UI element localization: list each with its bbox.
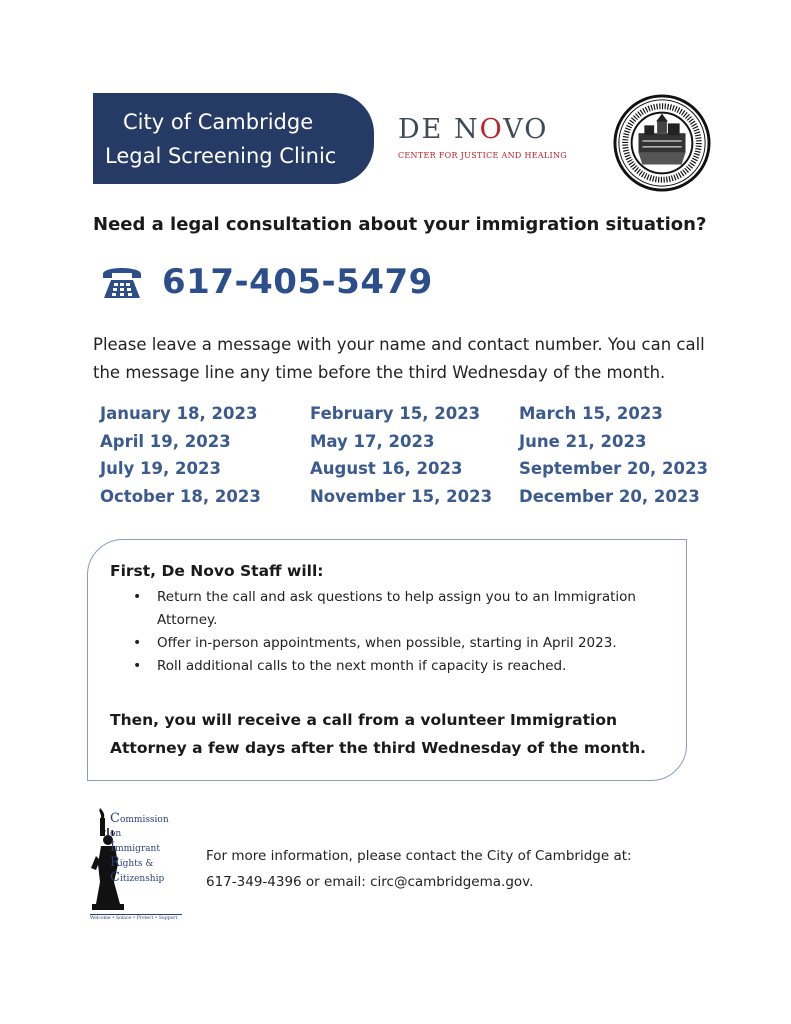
process-list	[133, 586, 653, 678]
clinic-title-line2: Legal Screening Clinic	[105, 143, 337, 168]
city-seal-icon	[613, 94, 711, 192]
clinic-dates	[100, 402, 720, 508]
date-item: February 15, 2023	[310, 404, 481, 423]
date-item: July 19, 2023	[100, 459, 221, 478]
question-heading: Need a legal consultation about your immigration situation?	[93, 214, 707, 235]
circ-logo-text: Commission on Immigrant Rights & Citizenship	[110, 811, 169, 885]
date-item: March 15, 2023	[519, 404, 663, 423]
process-panel	[87, 539, 687, 781]
date-item: April 19, 2023	[100, 431, 231, 451]
phone-row	[100, 262, 433, 302]
list-item: • Roll additional calls to the next month if capacity is reached.	[133, 655, 653, 678]
contact-line1: For more information, please contact the City of Cambridge at:	[206, 848, 632, 864]
phone-number[interactable]: 617-405-5479	[162, 262, 433, 302]
denovo-tagline: CENTER FOR JUSTICE AND HEALING	[398, 151, 567, 160]
date-item: October 18, 2023	[100, 486, 261, 506]
clinic-title-line1: City of Cambridge	[123, 109, 314, 134]
date-item: June 21, 2023	[519, 431, 647, 451]
date-item: January 18, 2023	[100, 404, 258, 423]
date-item: November 15, 2023	[310, 486, 493, 506]
circ-logo	[82, 804, 182, 928]
list-item: • Return the call and ask questions to help assign you to an Immigration Attorney.	[133, 586, 653, 632]
date-item: May 17, 2023	[310, 431, 435, 451]
clinic-banner	[93, 93, 374, 184]
circ-logo-tagline: Welcome • Solace • Protect • Support	[90, 914, 182, 921]
date-item: December 20, 2023	[519, 486, 700, 506]
denovo-logo	[398, 113, 588, 160]
message-instructions: Please leave a message with your name and contact number. You can call the message line any time before the third Wednesday of the month.	[93, 335, 705, 382]
contact-info	[206, 843, 666, 895]
date-item: September 20, 2023	[519, 459, 708, 478]
denovo-name: DE NOVO	[398, 114, 549, 145]
telephone-icon	[100, 262, 144, 302]
panel-closing: Then, you will receive a call from a volunteer Immigration Attorney a few days after the third Wednesday of the month.	[110, 711, 647, 757]
date-item: August 16, 2023	[310, 459, 463, 478]
panel-title: First, De Novo Staff will:	[110, 562, 324, 580]
contact-line2[interactable]: 617-349-4396 or email: circ@cambridgema.gov.	[206, 874, 534, 890]
list-item: • Offer in-person appointments, when possible, starting in April 2023.	[133, 632, 653, 655]
